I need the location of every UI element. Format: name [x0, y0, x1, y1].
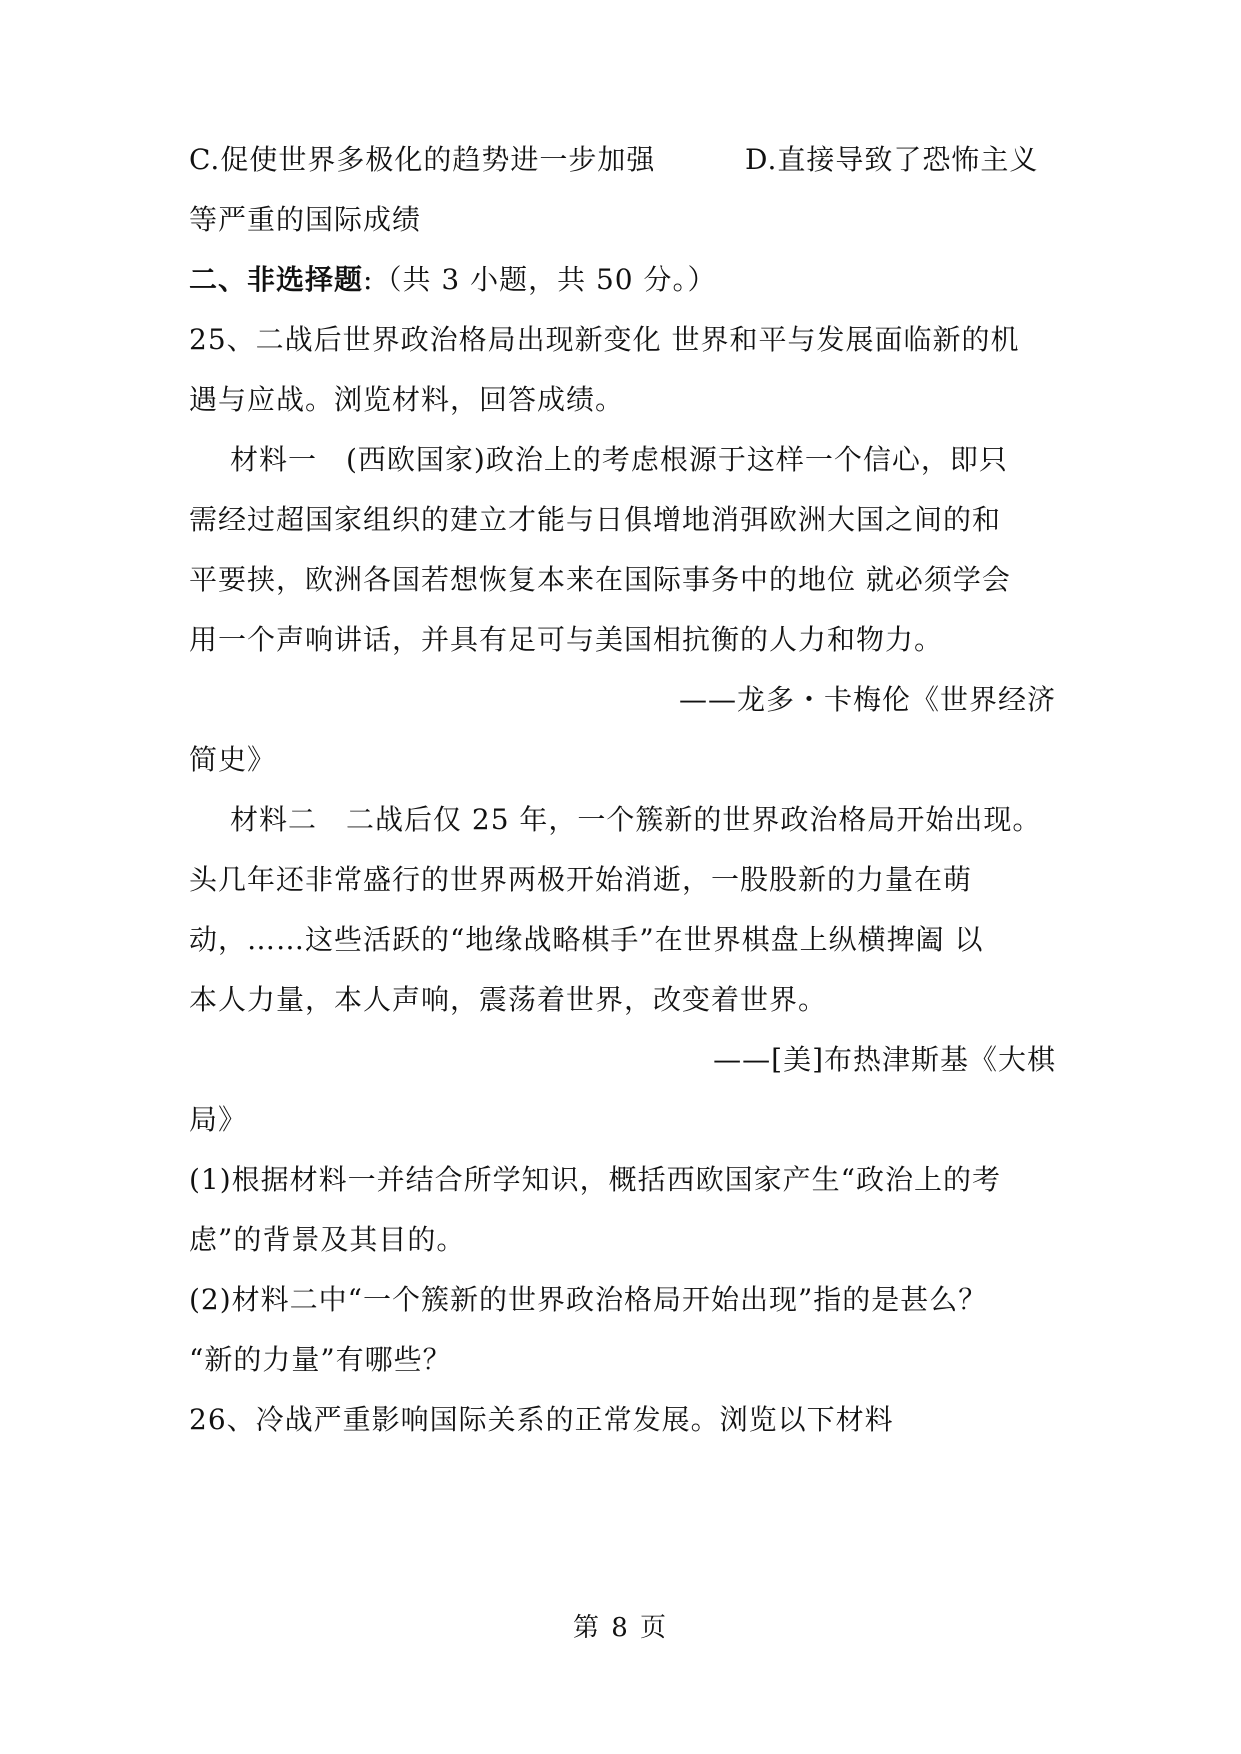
question-25-stem: 25、二战后世界政治格局出现新变化 世界和平与发展面临新的机	[189, 323, 1020, 356]
subquestion-1-cont: 虑”的背景及其目的。	[189, 1223, 466, 1256]
material-2-source-cont: 局》	[189, 1103, 248, 1136]
material-2-line-2: 头几年还非常盛行的世界两极开始消逝，一股股新的力量在萌	[189, 863, 973, 896]
question-26-stem: 26、冷战严重影响国际关系的正常发展。浏览以下材料	[189, 1403, 894, 1436]
section-title: 二、非选择题	[189, 263, 364, 296]
page-number: 第 8 页	[572, 1613, 669, 1643]
material-2-line-1: 材料二 二战后仅 25 年，一个簇新的世界政治格局开始出现。	[230, 803, 1042, 836]
material-1-line-2: 需经过超国家组织的建立才能与日俱增地消弭欧洲大国之间的和	[189, 503, 1002, 536]
material-1-source-cont: 简史》	[189, 743, 277, 776]
question-25-stem-cont: 遇与应战。浏览材料，回答成绩。	[189, 383, 625, 416]
section-heading	[189, 260, 717, 300]
material-2-line-3: 动，……这些活跃的“地缘战略棋手”在世界棋盘上纵横捭阖 以	[189, 923, 984, 956]
section-note: :（共 3 小题，共 50 分。）	[363, 263, 717, 296]
subquestion-2: (2)材料二中“一个簇新的世界政治格局开始出现”指的是甚么？	[189, 1283, 988, 1316]
subquestion-1: (1)根据材料一并结合所学知识，概括西欧国家产生“政治上的考	[189, 1163, 1001, 1196]
option-d-continued: 等严重的国际成绩	[189, 203, 422, 236]
material-1-line-3: 平要挟，欧洲各国若想恢复本来在国际事务中的地位 就必须学会	[189, 563, 1011, 596]
material-2-source: ——[美]布热津斯基《大棋	[713, 1043, 1056, 1076]
material-2-line-4: 本人力量，本人声响，震荡着世界，改变着世界。	[189, 983, 828, 1016]
material-1-line-4: 用一个声响讲话，并具有足可与美国相抗衡的人力和物力。	[189, 623, 944, 656]
option-c: C.促使世界多极化的趋势进一步加强	[189, 143, 656, 176]
option-line-c-d	[189, 140, 1039, 180]
option-d: D.直接导致了恐怖主义	[745, 143, 1039, 176]
subquestion-2-cont: “新的力量”有哪些？	[189, 1343, 452, 1376]
material-1-source: ——龙多・卡梅伦《世界经济	[678, 683, 1056, 716]
material-1-line-1: 材料一 (西欧国家)政治上的考虑根源于这样一个信心，即只	[230, 443, 1008, 476]
